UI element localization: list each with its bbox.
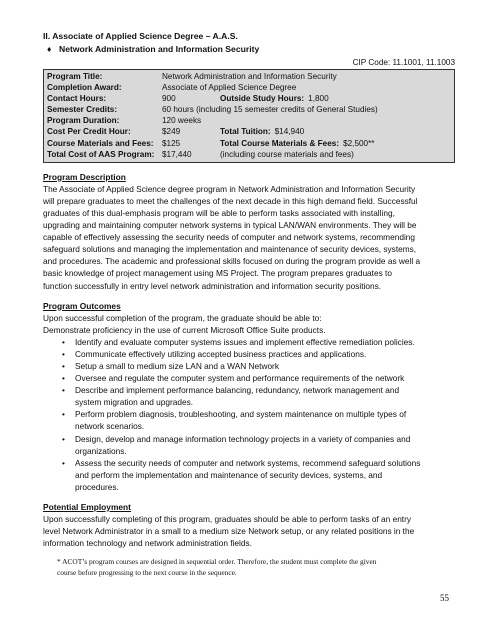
list-item-line: Describe and implement performance balancing, redundancy, network management and [75, 385, 400, 396]
list-item [43, 348, 455, 360]
info-row-title [47, 71, 451, 82]
bullet-icon: • [62, 336, 65, 347]
document-page [43, 30, 455, 578]
tuition-value: $14,940 [274, 127, 305, 137]
list-item-line: Assess the security needs of computer and network systems, recommend safeguard solutions [75, 457, 421, 468]
contact-hours-label: Contact Hours: [47, 94, 107, 104]
list-item-line: Design, develop and manage information technology projects in a variety of companies and [75, 433, 411, 444]
outcomes-title: Program Outcomes [43, 300, 121, 311]
info-row-hours [47, 93, 451, 104]
description-title: Program Description [43, 171, 126, 182]
info-row-award [47, 82, 451, 93]
cost-value: $249 [162, 127, 181, 137]
page-number: 55 [440, 593, 449, 603]
description-line: capable of effectively assessing the security needs of computer and network systems, recommending [43, 232, 416, 243]
list-item [43, 433, 455, 457]
program-subheading-text: Network Administration and Information Security [59, 44, 260, 54]
duration-value: 120 weeks [162, 116, 202, 126]
materials-value: $125 [162, 138, 181, 148]
list-item [43, 457, 455, 493]
section-heading: II. Associate of Applied Science Degree – A.A.S. [43, 31, 238, 41]
contact-hours-value: 900 [162, 94, 176, 104]
list-item-line: system migration and upgrades. [75, 397, 194, 408]
bullet-icon: • [62, 457, 65, 468]
info-row-total [47, 149, 451, 160]
outcomes-intro: Upon successful completion of the program, the graduate should be able to: [43, 312, 322, 323]
bullet-icon: • [62, 409, 65, 420]
list-item-line: Perform problem diagnosis, troubleshooting, and system maintenance on multiple types of [75, 409, 407, 420]
description-line: function successfully in entry level network administration and information security positions. [43, 280, 382, 291]
description-line: upgrading and maintaining computer network systems in typical LAN/WAN environments. They will be [43, 220, 417, 231]
employment-line: Upon successfully completing of this program, graduates should be able to perform tasks of an entry [43, 514, 412, 524]
footnote-line: * ACOT’s program courses are designed in sequential order. Therefore, the student must complete the given [57, 557, 377, 567]
credits-value: 60 hours (including 15 semester credits of General Studies) [162, 105, 378, 115]
tuition-label: Total Tuition: [220, 127, 271, 137]
bullet-icon: • [62, 385, 65, 396]
total-cost-label: Total Cost of AAS Program: [47, 149, 155, 159]
outside-hours-value: 1,800 [308, 94, 329, 104]
list-item-line: Setup a small to medium size LAN and a WAN Network [75, 360, 279, 371]
bullet-icon: • [62, 373, 65, 384]
total-cost-value: $17,440 [162, 149, 192, 159]
info-row-credits [47, 104, 451, 115]
list-item-line: organizations. [75, 445, 127, 456]
description-line: and procedures. The academic and professional skills focused on during the program provide as well a [43, 256, 421, 267]
diamond-bullet-icon: ♦ [47, 44, 52, 54]
bullet-icon: • [62, 360, 65, 371]
description-line: safeguard solutions and managing the implementation and maintenance of security devices, systems, [43, 244, 417, 255]
outcomes-list [43, 336, 455, 493]
list-item-line: Oversee and regulate the computer system and performance requirements of the network [75, 373, 405, 384]
list-item-line: Identify and evaluate computer systems issues and implement effective remediation policies. [75, 336, 415, 347]
program-title-value: Network Administration and Information Security [162, 72, 337, 81]
description-line: The Associate of Applied Science degree program in Network Administration and Information Security [43, 183, 416, 194]
list-item-line: network scenarios. [75, 421, 145, 432]
list-item-line: procedures. [75, 481, 119, 492]
list-item [43, 360, 455, 372]
list-item [43, 372, 455, 384]
list-item [43, 408, 455, 432]
info-row-materials [47, 138, 451, 149]
credits-label: Semester Credits: [47, 105, 118, 115]
bullet-icon: • [62, 433, 65, 444]
info-row-cost [47, 126, 451, 137]
footnote-line: course before progressing to the next course in the sequence. [57, 568, 237, 578]
materials-label: Course Materials and Fees: [47, 138, 154, 148]
employment-line: information technology and network administration fields. [43, 538, 252, 549]
total-materials-value: $2,500** [343, 138, 375, 148]
award-value: Associate of Applied Science Degree [162, 83, 297, 93]
list-item [43, 336, 455, 348]
description-line: graduates of this dual-emphasis program will be able to perform tasks associated with installing, [43, 207, 395, 218]
duration-label: Program Duration: [47, 116, 120, 126]
program-subheading [43, 43, 455, 56]
list-item [43, 384, 455, 408]
description-line: basic knowledge of project management using MS Project. The program prepares graduates to [43, 268, 392, 279]
list-item-line: Communicate effectively utilizing accepted business practices and applications. [75, 348, 367, 359]
outside-hours-label: Outside Study Hours: [220, 94, 305, 104]
program-info-box [43, 69, 455, 163]
employment-title: Potential Employment [43, 502, 131, 512]
employment-paragraph [43, 513, 455, 549]
employment-line: level Network Administrator in a small to a medium size Network setup, or any related positions in the [43, 526, 415, 537]
total-cost-note: (including course materials and fees) [220, 149, 354, 159]
footnote [43, 556, 455, 578]
description-line: will prepare graduates to meet the challenges of the next decade in this high demand field. Successful [43, 195, 418, 206]
cost-label: Cost Per Credit Hour: [47, 127, 131, 137]
bullet-icon: • [62, 348, 65, 359]
award-label: Completion Award: [47, 83, 122, 93]
outcomes-intro-2: Demonstrate proficiency in the use of current Microsoft Office Suite products. [43, 324, 326, 335]
program-title-label: Program Title: [47, 72, 103, 81]
total-materials-label: Total Course Materials & Fees: [220, 138, 340, 148]
info-row-duration [47, 115, 451, 126]
list-item-line: and perform the implementation and maintenance of security devices, systems, and [75, 469, 383, 480]
description-paragraph [43, 183, 455, 292]
cip-code: CIP Code: 11.1001, 11.1003 [352, 58, 455, 67]
